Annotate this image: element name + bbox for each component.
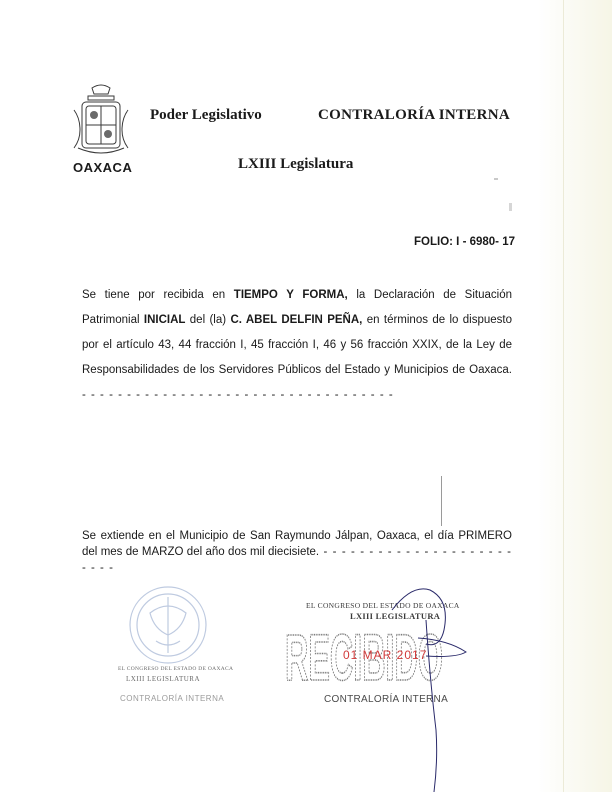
para1-text: en términos de lo dispuesto por el artículo 43, 44 fracción I, 45 fracción I, 46 y 56 fracción XXIX, de la Ley de Responsabilidades de los Servidores Públicos del Estado y Municipios de Oaxaca. [82, 314, 513, 376]
oaxaca-seal-icon [70, 82, 132, 158]
declaration-paragraph [82, 283, 512, 408]
left-stamp-line3: CONTRALORÍA INTERNA [120, 694, 225, 703]
para2-text: Se extiende en el Municipio de San Raymundo Jálpan, Oaxaca, el día PRIMERO del mes de MARZO del año dos mil diecisiete. [82, 530, 512, 558]
para1-text: la Declaración de Situación Patrimonial [82, 289, 512, 326]
right-stamp-line3: CONTRALORÍA INTERNA [324, 694, 449, 705]
para1-bold-tiempo: TIEMPO Y FORMA, [233, 289, 348, 301]
page-edge-shadow [538, 0, 612, 792]
received-date: 01 MAR 2017 [343, 648, 428, 662]
para2-dashes: - - - - - - - - - - - - - - - - - - - - - - - - - [82, 546, 512, 574]
para1-text: Se tiene por recibida en [82, 289, 234, 301]
page-edge-line [563, 0, 564, 792]
recibido-stamp-word: RECIBIDO [285, 620, 443, 690]
header-contraloria-interna: CONTRALORÍA INTERNA [318, 107, 510, 123]
scan-line [441, 476, 442, 526]
folio-number: FOLIO: I - 6980- 17 [414, 236, 515, 248]
right-stamp-line2: LXIII LEGISLATURA [350, 611, 441, 621]
para1-bold-name: C. ABEL DELFIN PEÑA, [230, 314, 363, 326]
logo-caption: OAXACA [73, 160, 133, 175]
left-stamp-line1: EL CONGRESO DEL ESTADO DE OAXACA [118, 666, 234, 672]
scan-speck [509, 203, 512, 211]
para1-bold-inicial: INICIAL [143, 314, 186, 326]
header-poder-legislativo: Poder Legislativo [150, 107, 262, 123]
signature-icon [380, 580, 470, 792]
scan-speck [494, 178, 498, 180]
para1-dashes: - - - - - - - - - - - - - - - - - - - - - - - - - - - - - - - - - - - [82, 389, 394, 401]
extension-paragraph [82, 528, 512, 576]
para1-text: del (la) [185, 314, 231, 326]
right-stamp-line1: EL CONGRESO DEL ESTADO DE OAXACA [306, 601, 460, 610]
header-legislatura: LXIII Legislatura [238, 156, 354, 172]
left-stamp-line2: LXIII LEGISLATURA [126, 675, 201, 683]
